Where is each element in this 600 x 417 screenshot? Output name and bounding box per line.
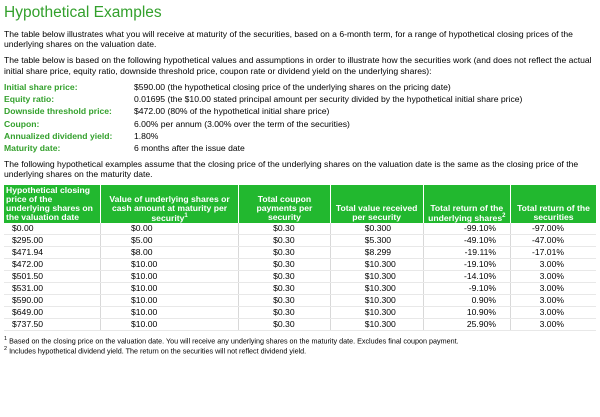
term-key: Maturity date: xyxy=(4,143,61,154)
table-cell: $295.00 xyxy=(4,235,101,247)
table-cell: 3.00% xyxy=(511,307,596,319)
table-cell: $10.300 xyxy=(330,319,423,331)
table-cell: -9.10% xyxy=(423,283,511,295)
intro-paragraph-2: The table below is based on the following hypothetical values and assumptions in order to illustrate how the securities work (and does not reflect the actual initial share price, equity ratio, downside threshold price, coupon rate or dividend yield on the underlying shares): xyxy=(4,55,592,76)
table-cell: 25.90% xyxy=(423,319,511,331)
table-cell: 0.90% xyxy=(423,295,511,307)
table-cell: $10.00 xyxy=(101,283,239,295)
table-cell: -19.10% xyxy=(423,259,511,271)
table-cell: $472.00 xyxy=(4,259,101,271)
table-cell: $471.94 xyxy=(4,247,101,259)
table-row xyxy=(4,307,596,319)
table-cell: $0.00 xyxy=(101,223,239,235)
term-row xyxy=(4,106,596,118)
assumption-paragraph: The following hypothetical examples assume that the closing price of the underlying shares on the valuation date is the same as the closing price of the underlying shares on the maturity date. xyxy=(4,158,579,180)
table-row xyxy=(4,319,596,331)
term-row xyxy=(4,119,596,131)
column-header: Value of underlying shares or cash amount at maturity per security$^1$ xyxy=(101,185,239,223)
table-cell: -17.01% xyxy=(511,247,596,259)
table-row xyxy=(4,235,596,247)
table-cell: $0.300 xyxy=(330,223,423,235)
footnote: $^1$ Based on the closing price on the valuation date. You will receive any underlying shares on the maturity date. Excludes final coupon payment. xyxy=(4,336,459,346)
table-cell: $10.300 xyxy=(330,283,423,295)
table-cell: -97.00% xyxy=(511,223,596,235)
table-cell: $10.300 xyxy=(330,307,423,319)
table-cell: $10.00 xyxy=(101,307,239,319)
table-cell: $0.30 xyxy=(239,259,331,271)
table-cell: $0.30 xyxy=(239,235,331,247)
table-cell: -19.11% xyxy=(423,247,511,259)
table-cell: -14.10% xyxy=(423,271,511,283)
table-cell: $0.00 xyxy=(4,223,101,235)
table-cell: $0.30 xyxy=(239,247,331,259)
column-header: Total return of the securities xyxy=(511,185,596,223)
column-header: Total coupon payments per security xyxy=(239,185,331,223)
table-cell: $10.300 xyxy=(330,259,423,271)
table-cell: $737.50 xyxy=(4,319,101,331)
table-cell: -49.10% xyxy=(423,235,511,247)
table-cell: $8.299 xyxy=(330,247,423,259)
term-key: Coupon: xyxy=(4,118,40,129)
terms-table xyxy=(4,82,596,156)
table-row xyxy=(4,223,596,235)
table-cell: 3.00% xyxy=(511,271,596,283)
footnotes xyxy=(4,336,596,355)
term-value: 6 months after the issue date xyxy=(134,143,245,154)
table-cell: $10.00 xyxy=(101,295,239,307)
hypothetical-examples-table xyxy=(4,185,596,331)
table-row xyxy=(4,247,596,259)
intro-paragraph-1: The table below illustrates what you will receive at maturity of the securities, based on a 6-month term, for a range of hypothetical closing prices of the underlying shares on the valuation date. xyxy=(4,28,573,49)
table-cell: $531.00 xyxy=(4,283,101,295)
table-cell: $10.00 xyxy=(101,319,239,331)
table-row xyxy=(4,259,596,271)
term-row xyxy=(4,94,596,106)
page-title: Hypothetical Examples xyxy=(4,4,162,21)
table-cell: 3.00% xyxy=(511,259,596,271)
term-key: Annualized dividend yield: xyxy=(4,131,113,142)
table-cell: $590.00 xyxy=(4,295,101,307)
column-header: Total value received per security xyxy=(330,185,423,223)
term-row xyxy=(4,131,596,143)
table-cell: $5.00 xyxy=(101,235,239,247)
table-row xyxy=(4,271,596,283)
table-cell: 3.00% xyxy=(511,319,596,331)
table-cell: -99.10% xyxy=(423,223,511,235)
column-header: Total return of the underlying shares$^2$ xyxy=(423,185,511,223)
table-cell: 3.00% xyxy=(511,295,596,307)
table-cell: $649.00 xyxy=(4,307,101,319)
term-value: 0.01695 (the $10.00 stated principal amount per security divided by the hypothetical initial share price) xyxy=(134,94,523,105)
footnote: $^2$ Includes hypothetical dividend yield. The return on the securities will not reflect dividend yield. xyxy=(4,345,307,356)
table-cell: $0.30 xyxy=(239,223,331,235)
term-key: Initial share price: xyxy=(4,81,78,92)
table-cell: $5.300 xyxy=(330,235,423,247)
term-row xyxy=(4,143,596,155)
term-key: Equity ratio: xyxy=(4,94,55,105)
table-cell: $10.00 xyxy=(101,271,239,283)
table-cell: $10.300 xyxy=(330,271,423,283)
table-cell: $10.300 xyxy=(330,295,423,307)
term-row xyxy=(4,82,596,94)
table-cell: -47.00% xyxy=(511,235,596,247)
table-cell: 10.90% xyxy=(423,307,511,319)
column-header: Hypothetical closing price of the underlying shares on the valuation date xyxy=(4,185,101,223)
table-cell: $0.30 xyxy=(239,271,331,283)
table-cell: $0.30 xyxy=(239,319,331,331)
table-cell: $501.50 xyxy=(4,271,101,283)
table-cell: $0.30 xyxy=(239,307,331,319)
term-value: $472.00 (80% of the hypothetical initial share price) xyxy=(134,106,330,117)
table-cell: 3.00% xyxy=(511,283,596,295)
table-cell: $0.30 xyxy=(239,283,331,295)
term-value: $590.00 (the hypothetical closing price of the underlying shares on the pricing date) xyxy=(134,81,451,92)
table-cell: $8.00 xyxy=(101,247,239,259)
term-key: Downside threshold price: xyxy=(4,106,112,117)
term-value: 6.00% per annum (3.00% over the term of the securities) xyxy=(134,118,350,129)
table-cell: $0.30 xyxy=(239,295,331,307)
table-row xyxy=(4,283,596,295)
table-header-row xyxy=(4,185,596,223)
table-cell: $10.00 xyxy=(101,259,239,271)
table-row xyxy=(4,295,596,307)
term-value: 1.80% xyxy=(134,131,159,142)
